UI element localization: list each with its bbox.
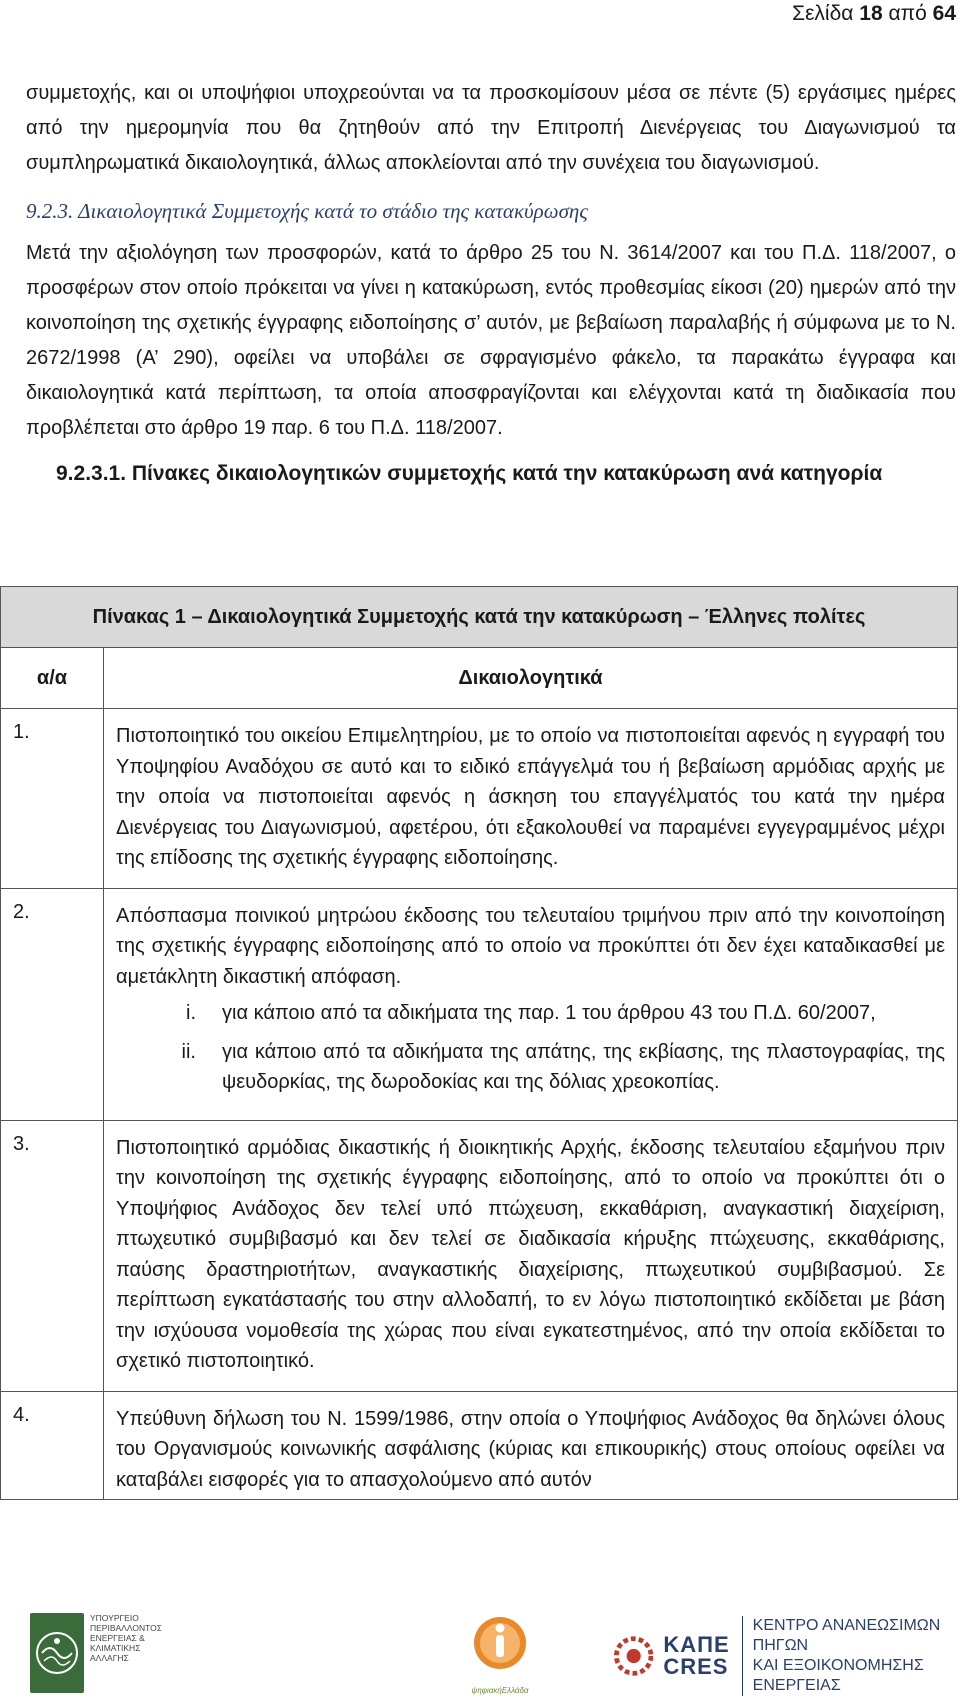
kape-full-name xyxy=(742,1616,960,1696)
list-item-text: για κάποιο από τα αδικήματα της απάτης, της εκβίασης, της πλαστογραφίας, της ψευδορκίας, της δωροδοκίας και της δόλιας χρεοκοπίας. xyxy=(222,1040,945,1093)
row-text: Απόσπασμα ποινικού μητρώου έκδοσης του τελευταίου τριμήνου πριν από την κοινοποίηση της σχετικής έγγραφης ειδοποίησης από το οποίο να προκύπτει ότι δεν έχει καταδικασθεί με αμετάκλητη δικαστική απόφαση. xyxy=(116,904,945,988)
kape-full-line1: ΚΕΝΤΡΟ ΑΝΑΝΕΩΣΙΜΩΝ ΠΗΓΩΝ xyxy=(752,1617,941,1654)
row-text: Υπεύθυνη δήλωση του Ν. 1599/1986, στην οποία ο Υποψήφιος Ανάδοχος θα δηλώνει όλους του Οργανισμούς κοινωνικής ασφάλισης (κύριας και επικουρικής) στους οποίους οφείλει να καταβάλει εισφορές για το απασχολούμενο από αυτόν xyxy=(104,1391,958,1500)
kape-emblem-icon xyxy=(614,1631,653,1681)
document-body xyxy=(26,76,956,504)
list-item xyxy=(116,998,945,1029)
column-header-number: α/α xyxy=(1,648,104,709)
row-text: Πιστοποιητικό αρμόδιας δικαστικής ή διοικητικής Αρχής, έκδοσης τελευταίου εξαμήνου πριν την κοινοποίηση της σχετικής έγγραφης ειδοποίησης, από το οποίο να προκύπτει ότι ο Υποψήφιος Ανάδοχος δεν τελεί υπό πτώχευση, εκκαθάριση, αναγκαστική διαχείριση, πτωχευτικό συμβιβασμό και δεν τελεί σε διαδικασία κήρυξης πτώχευσης, εκκαθάρισης, παύσης δραστηριοτήτων, αναγκαστικής διαχείρισης, πτωχευτικού συμβιβασμού. Σε περίπτωση εγκατάστασής του στην αλλοδαπή, το εν λόγω πιστοποιητικό εκδίδεται με βάση την ισχύουσα νομοθεσία της χώρας που είναι εγκατεστημένος, από την οποία εκδίδεται το σχετικό πιστοποιητικό. xyxy=(104,1120,958,1391)
list-marker: ii. xyxy=(181,1040,196,1063)
column-header-documents: Δικαιολογητικά xyxy=(104,648,958,709)
list-marker: i. xyxy=(186,1002,196,1024)
row-number: 3. xyxy=(1,1120,104,1391)
table-title: Πίνακας 1 – Δικαιολογητικά Συμμετοχής κατά την κατακύρωση – Έλληνες πολίτες xyxy=(1,587,958,648)
kape-greek: ΚΑΠΕ xyxy=(663,1632,730,1657)
list-item-text: για κάποιο από τα αδικήματα της παρ. 1 του άρθρου 43 του Π.Δ. 60/2007, xyxy=(222,1002,876,1024)
section-heading: 9.2.3. Δικαιολογητικά Συμμετοχής κατά το στάδιο της κατακύρωσης xyxy=(26,199,588,223)
digital-greece-logo xyxy=(458,1609,542,1701)
footer-logos xyxy=(0,1605,960,1701)
total-pages: 64 xyxy=(932,2,956,25)
paragraph-continuation: συμμετοχής, και οι υποψήφιοι υποχρεούνται να τα προσκομίσουν μέσα σε πέντε (5) εργάσιμες ημέρες από την ημερομηνία που θα ζητηθούν από την Επιτροπή Διενέργειας του Διαγωνισμού τα συμπληρωματικά δικαιολογητικά, άλλως αποκλείονται από την συνέχεια του διαγωνισμού. xyxy=(26,82,956,174)
ministry-name: ΥΠΟΥΡΓΕΙΟ ΠΕΡΙΒΑΛΛΟΝΤΟΣ ΕΝΕΡΓΕΙΑΣ & ΚΛΙΜΑΤΙΚΗΣ ΑΛΛΑΓΗΣ xyxy=(90,1613,163,1663)
row-text-with-list xyxy=(104,888,958,1120)
row-number: 1. xyxy=(1,709,104,889)
page-number-header xyxy=(792,2,956,26)
sub-list xyxy=(116,998,945,1098)
table-row xyxy=(1,709,958,889)
ministry-logo xyxy=(30,1613,163,1697)
row-number: 2. xyxy=(1,888,104,1120)
kape-logo xyxy=(614,1617,960,1694)
digital-greece-icon xyxy=(470,1609,530,1681)
table-row xyxy=(1,1391,958,1500)
subsection-heading: 9.2.3.1. Πίνακες δικαιολογητικών συμμετοχής κατά την κατακύρωση ανά κατηγορία xyxy=(56,462,883,485)
page-label: Σελίδα xyxy=(792,2,854,25)
table-row xyxy=(1,888,958,1120)
current-page: 18 xyxy=(859,2,883,25)
kape-acronym xyxy=(663,1634,729,1678)
table-row xyxy=(1,1120,958,1391)
kape-full-line2: ΚΑΙ ΕΞΟΙΚΟΝΟΜΗΣΗΣ ΕΝΕΡΓΕΙΑΣ xyxy=(752,1657,924,1694)
list-item xyxy=(116,1037,945,1098)
ministry-emblem-icon xyxy=(30,1613,84,1693)
row-text: Πιστοποιητικό του οικείου Επιμελητηρίου, με το οποίο να πιστοποιείται αφενός η εγγραφή του Υποψηφίου Αναδόχου σε αυτό και το ειδικό επάγγελμά του ή βεβαίωση αρμόδιας αρχής με την οποία να πιστοποιείται αφενός η άσκηση του επαγγέλματός του κατά την ημέρα Διενέργειας του Διαγωνισμού, αφετέρου, ότι εξακολουθεί να παραμένει εγγεγραμμένος μέχρι της επίδοσης της σχετικής έγγραφης ειδοποίησης. xyxy=(104,709,958,889)
paragraph-award-procedure: Μετά την αξιολόγηση των προσφορών, κατά το άρθρο 25 του Ν. 3614/2007 και του Π.Δ. 118/2007, ο προσφέρων στον οποίο πρόκειται να γίνει η κατακύρωση, εντός προθεσμίας είκοσι (20) ημερών από την κοινοποίηση της σχετικής έγγραφης ειδοποίησης σ’ αυτόν, με βεβαίωση παραλαβής ή σύμφωνα με το Ν. 2672/1998 (Α’ 290), οφείλει να υποβάλει σε σφραγισμένο φάκελο, τα παρακάτω έγγραφα και δικαιολογητικά κατά περίπτωση, τα οποία αποσφραγίζονται και ελέγχονται κατά τη διαδικασία που προβλέπεται στο άρθρο 19 παρ. 6 του Π.Δ. 118/2007. xyxy=(26,242,956,439)
documents-table xyxy=(0,586,958,1500)
digital-greece-caption: ψηφιακήΕλλάδα xyxy=(471,1686,529,1695)
kape-latin: CRES xyxy=(663,1654,729,1679)
row-number: 4. xyxy=(1,1391,104,1500)
page-of-label: από xyxy=(888,2,927,25)
